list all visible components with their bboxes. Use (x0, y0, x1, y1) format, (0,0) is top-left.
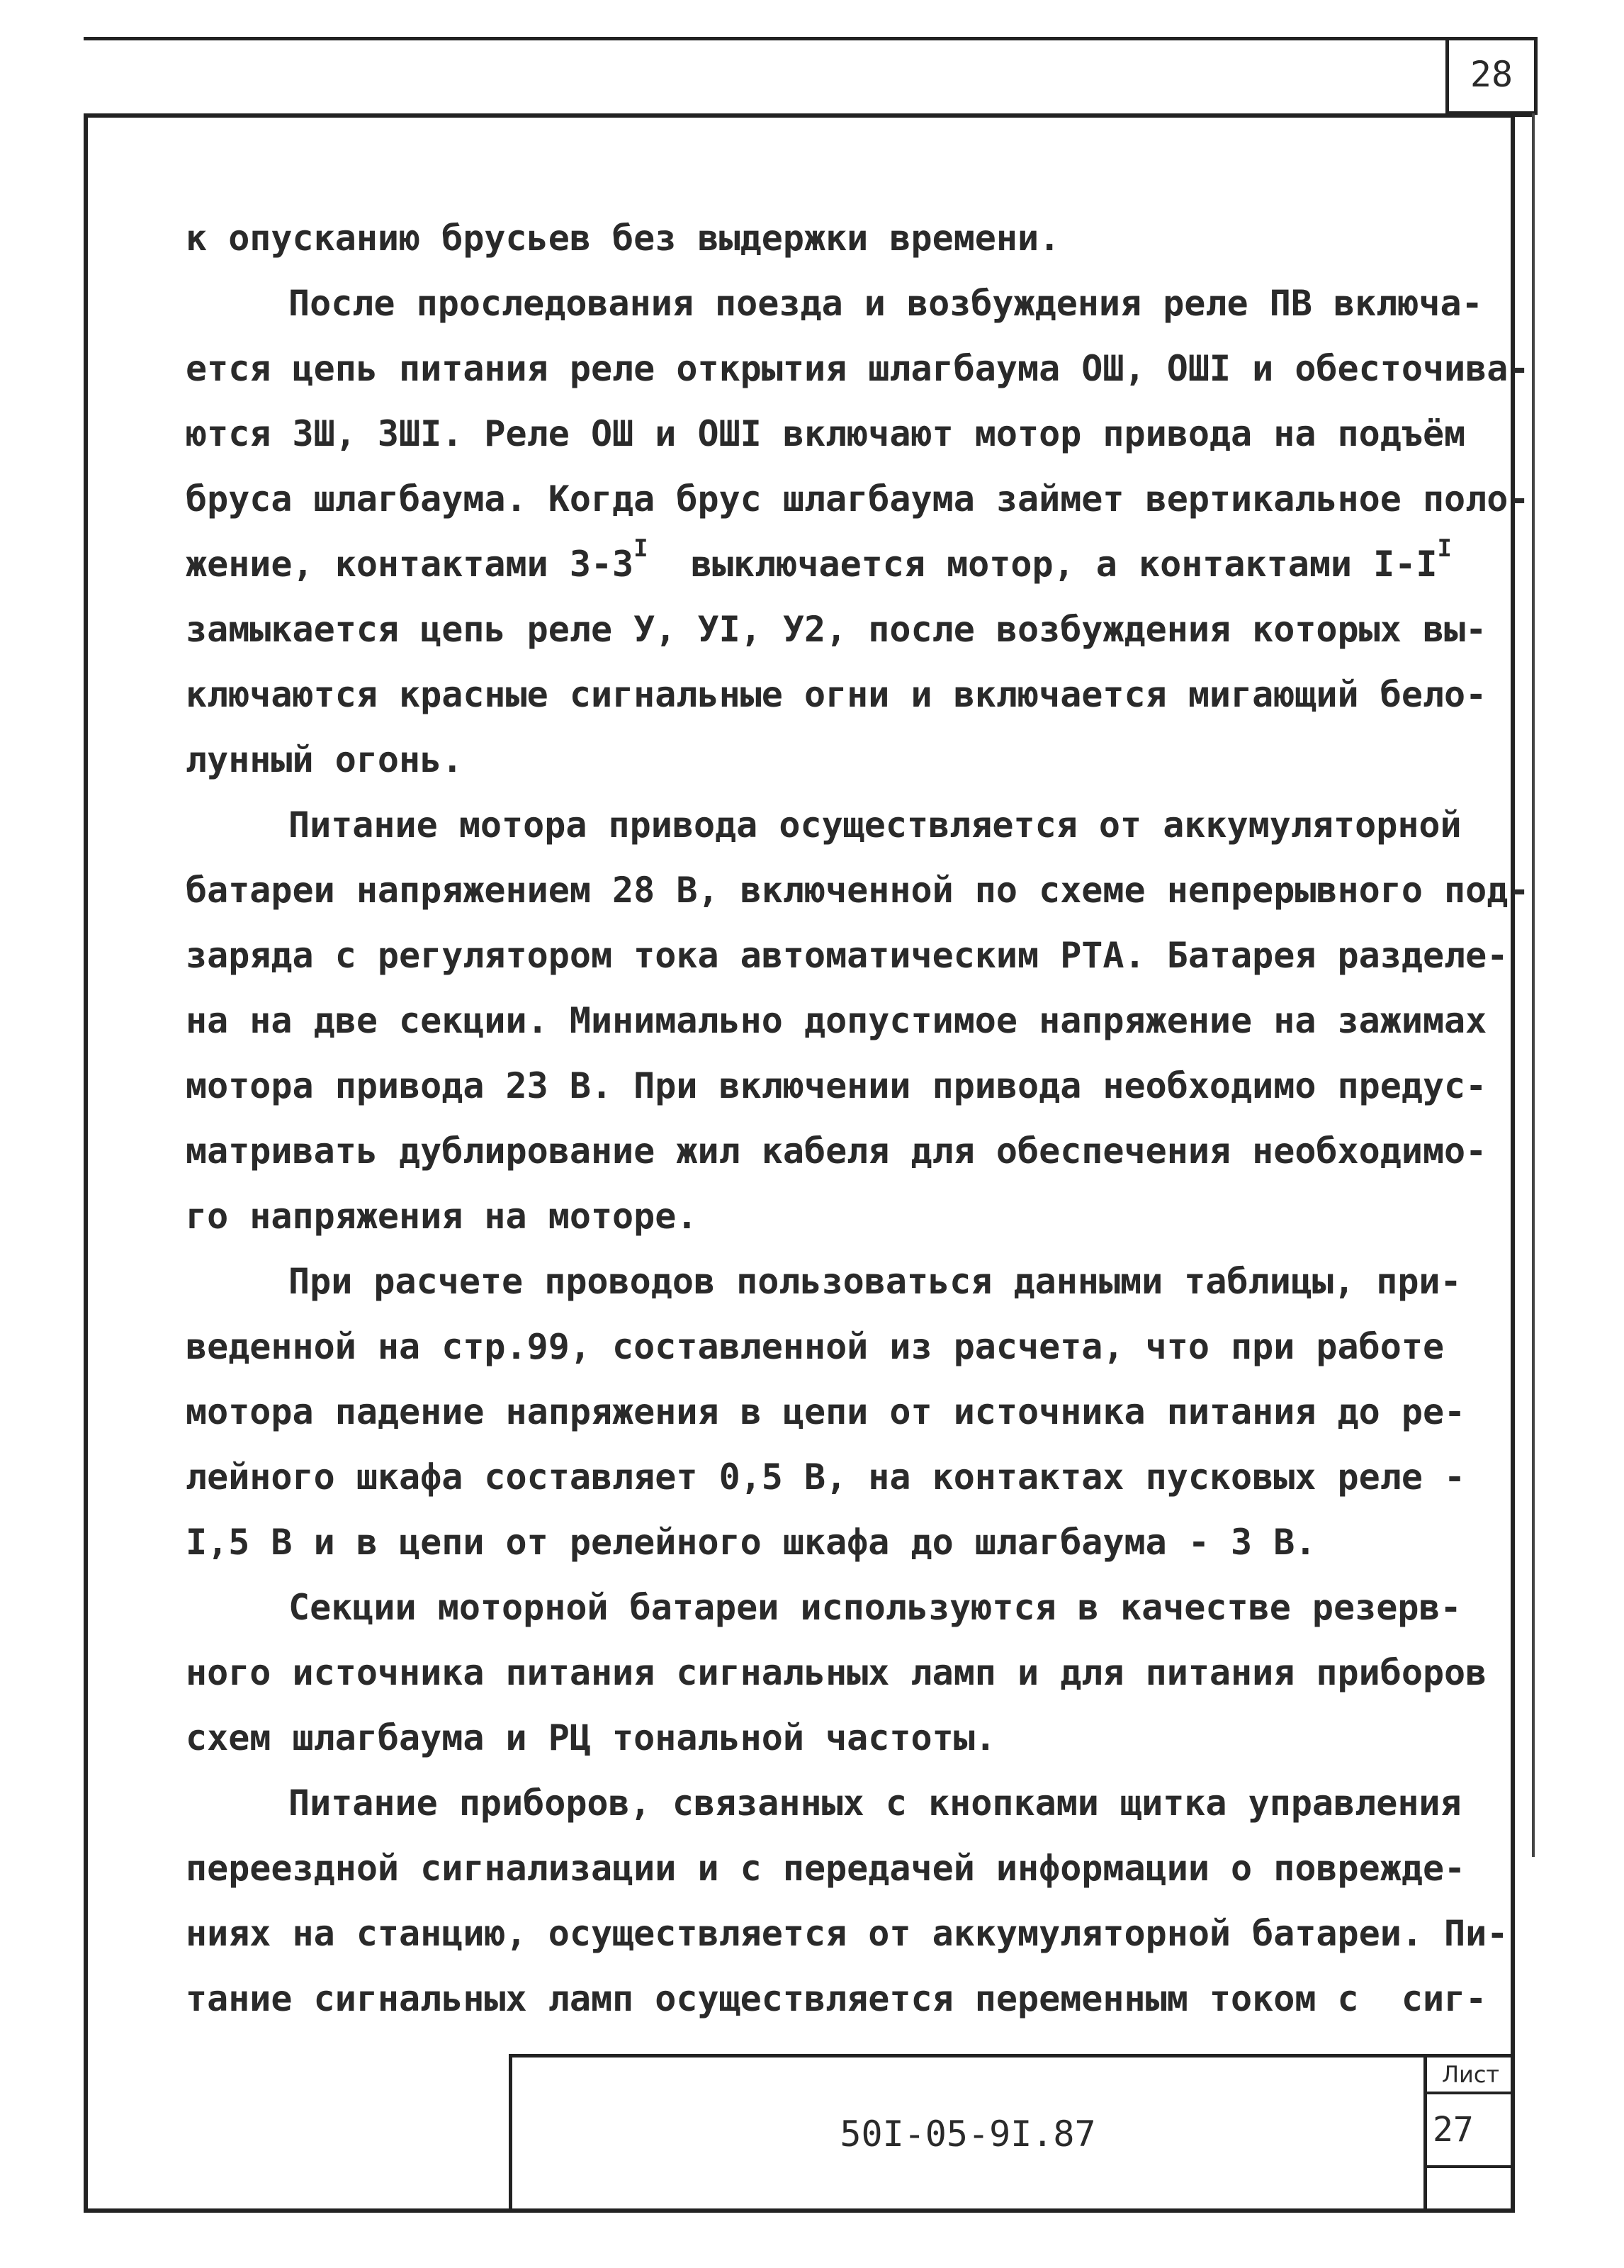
text-line: Питание приборов, связанных с кнопками щитка управления (288, 1783, 1462, 1824)
text-line: лунный огонь. (186, 739, 463, 780)
text-line: ются ЗШ, ЗШI. Реле ОШ и ОШI включают мотор привода на подъём (186, 413, 1466, 454)
text-line: веденной на стр.99, составленной из расчета, что при работе (186, 1326, 1445, 1367)
text-line: Питание мотора привода осуществляется от аккумуляторной (288, 804, 1462, 846)
text-line: тание сигнальных ламп осуществляется переменным током с сиг- (186, 1978, 1487, 2019)
page-number: 28 (1445, 37, 1538, 115)
text-line: При расчете проводов пользоваться данными таблицы, при- (288, 1261, 1462, 1302)
text-line: мотора падение напряжения в цепи от источника питания до ре- (186, 1391, 1466, 1432)
text-line: ниях на станцию, осуществляется от аккумуляторной батареи. Пи- (186, 1913, 1509, 1954)
text-line: батареи напряжением 28 В, включенной по схеме непрерывного под- (186, 870, 1530, 911)
text-line: на на две секции. Минимально допустимое напряжение на зажимах (186, 1000, 1487, 1041)
text-line: заряда с регулятором тока автоматическим РТА. Батарея разделе- (186, 935, 1509, 976)
text-line: лейного шкафа составляет 0,5 В, на контактах пусковых реле - (186, 1456, 1466, 1498)
superscript: I (1437, 534, 1452, 563)
sheet-number: 27 (1427, 2094, 1514, 2168)
text-line: I,5 В и в цепи от релейного шкафа до шлагбаума - 3 В. (186, 1522, 1316, 1563)
text-line: жение, контактами $3-3^I$ выключается мотор, а контактами $I-I^I$ (186, 534, 1452, 585)
superscript: I (633, 534, 648, 563)
top-rule (84, 37, 1538, 40)
text-line: ключаются красные сигнальные огни и включается мигающий бело- (186, 674, 1487, 715)
text-line: го напряжения на моторе. (186, 1196, 698, 1237)
document-code: 50I-05-9I.87 (840, 2113, 1096, 2155)
text-line: к опусканию брусьев без выдержки времени. (186, 218, 1061, 259)
text-line: бруса шлагбаума. Когда брус шлагбаума займет вертикальное поло- (186, 478, 1530, 520)
frame-right-edge (1532, 113, 1535, 1857)
text-line: переездной сигнализации и с передачей информации о поврежде- (186, 1848, 1466, 1889)
sheet-label: Лист (1427, 2058, 1514, 2094)
sheet-cell (1423, 2058, 1514, 2210)
text-line: схем шлагбаума и РЦ тональной частоты. (186, 1717, 996, 1758)
body-text (186, 206, 1530, 2031)
frame-right-edge-top (1511, 113, 1535, 117)
text-line: замыкается цепь реле У, УI, У2, после возбуждения которых вы- (186, 609, 1487, 650)
text-line: Секции моторной батареи используются в качестве резерв- (288, 1587, 1462, 1628)
text-line: ется цепь питания реле открытия шлагбаума ОШ, ОШI и обесточива- (186, 348, 1530, 389)
text-line: мотора привода 23 В. При включении привода необходимо предус- (186, 1065, 1487, 1106)
text-line: матривать дублирование жил кабеля для обеспечения необходимо- (186, 1130, 1487, 1172)
title-block (509, 2054, 1511, 2210)
text-line: ного источника питания сигнальных ламп и для питания приборов (186, 1652, 1487, 1693)
text-line: После проследования поезда и возбуждения реле ПВ включа- (288, 283, 1483, 324)
